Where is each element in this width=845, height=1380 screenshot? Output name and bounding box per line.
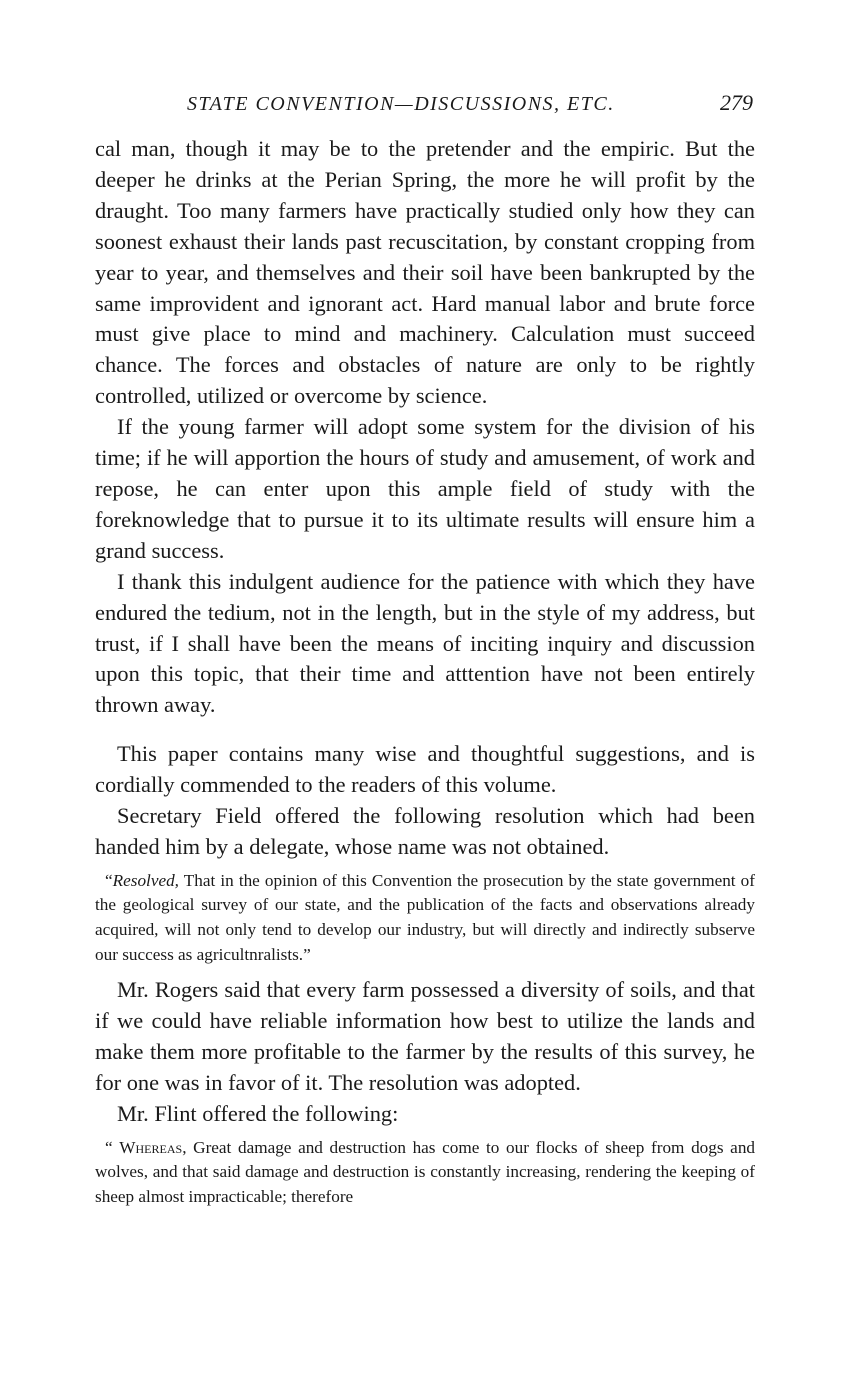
paragraph-editorial-comment: This paper contains many wise and thoughtful suggestions, and is cordially commended to the readers of this volume. (95, 741, 755, 798)
resolution-lead: Resolved, (112, 870, 179, 890)
paragraph-continuation: cal man, though it may be to the pretender and the empiric. But the deeper he drinks at the Perian Spring, the more he will profit by the draught. Too many farmers have practically studied only how they can soonest exhaust their lands past recuscitation, by constant cropping from year to year, and themselves and their soil have been bankrupted by the same improvident and ignorant act. Hard manual labor and brute force must give place to mind and machinery. Calculation must succeed chance. The forces and obstacles of nature are only to be rightly controlled, utilized or overcome by science. (95, 136, 755, 409)
paragraph-closing-thanks: I thank this indulgent audience for the patience with which they have endured the tedium, not in the length, but in the style of my address, but trust, if I shall have been the means of inciting inquiry and discussion upon this topic, that their time and atttention have not been entirely thrown away. (95, 568, 755, 718)
whereas-body: Great damage and destruction has come to our flocks of sheep from dogs and wolves, and that said damage and destruction is constantly increasing, rendering the keeping of sheep almost impracticable; therefore (95, 1137, 756, 1206)
resolution-body: That in the opinion of this Convention the prosecution by the state government of the geological survey of our state, and the publication of the facts and observations already acquired, will not only tend to develop our industry, but will directly and indirectly subserve our success as agricultnralists.” (95, 870, 755, 964)
page-content (95, 90, 755, 1218)
paragraph-mr-flint: Mr. Flint offered the following: (117, 1100, 399, 1126)
whereas-quote (95, 1136, 755, 1210)
paragraph-secretary-field: Secretary Field offered the following resolution which had been handed him by a delegate, whose name was not obtained. (95, 803, 755, 859)
paragraph-mr-rogers: Mr. Rogers said that every farm possessed a diversity of soils, and that if we could have reliable information how best to utilize the lands and make them more profitable to the farmer by the results of this survey, he for one was in favor of it. The resolution was adopted. (95, 977, 755, 1095)
resolution-quote (95, 869, 755, 967)
page-header (95, 90, 755, 134)
body-text (95, 134, 755, 1210)
resolution-open-quote: “ (105, 870, 113, 890)
page-number: 279 (720, 90, 753, 115)
whereas-open-quote: “ (105, 1137, 120, 1157)
running-title: STATE CONVENTION—DISCUSSIONS, ETC. (187, 93, 615, 115)
paragraph-young-farmer: If the young farmer will adopt some system for the division of his time; if he will apportion the hours of study and amusement, of work and repose, he can enter upon this ample field of study with the foreknowledge that to pursue it to its ultimate results will ensure him a grand success. (95, 414, 755, 563)
whereas-lead: Whereas, (119, 1137, 187, 1157)
